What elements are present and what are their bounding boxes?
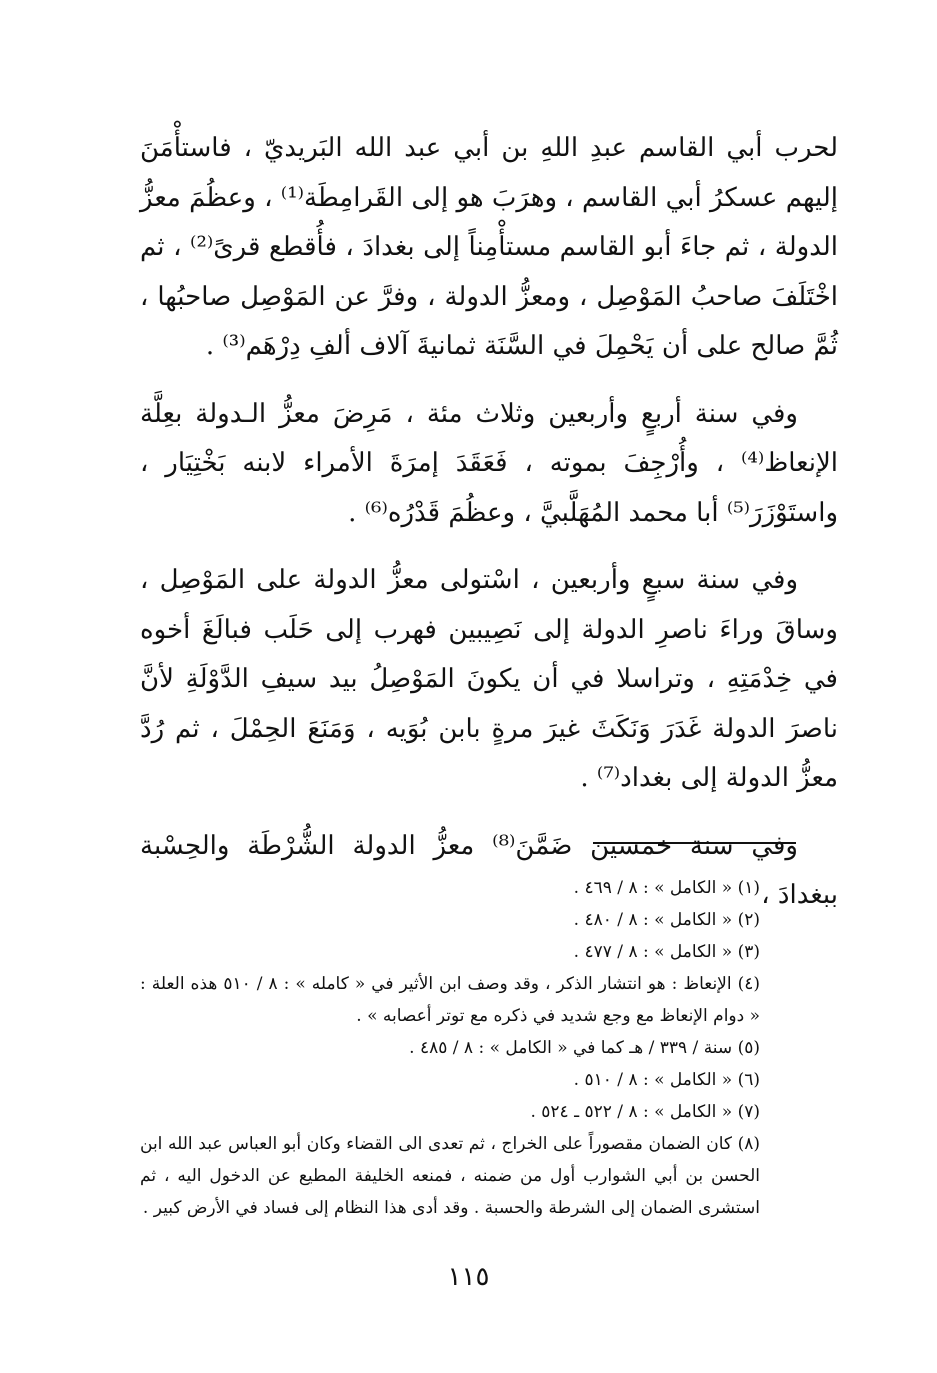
footnote: (١) « الكامل » : ٨ / ٤٦٩ . bbox=[573, 878, 760, 898]
footnote: (٤) الإنعاظ : هو انتشار الذكر ، وقد وصف ابن الأثير في « كامله » : ٨ / ٥١٠ هذه العلة : « دوام الإنعاظ مع وجع شديد في ذكره مع توتر أعصابه » . bbox=[140, 974, 760, 1026]
main-paragraph: وفي سنة أربعٍ وأربعين وثلاث مئة ، مَرِضَ معزُّ الـدولة بعِلَّة الإنعاظ⁽⁴⁾ ، وأُرْجِفَ بموته ، فَعَقَدَ إمرَةَ الأمراء لابنه بَخْتِيَار ، واستَوْزَرَ⁽⁵⁾ أبا محمد المُهَلَّبيَّ ، وعظُمَ قَدْرُه⁽⁶⁾ . bbox=[140, 398, 838, 528]
footnote: (٢) « الكامل » : ٨ / ٤٨٠ . bbox=[573, 910, 760, 930]
footnote: (٨) كان الضمان مقصوراً على الخراج ، ثم تعدى الى القضاء وكان أبو العباس عبد الله ابن الحسن بن أبي الشوارب أول من ضمنه ، فمنعه الخليفة المطيع عن الدخول اليه ، ثم استشرى الضمان إلى الشرطة والحسبة . وقد أدى هذا النظام إلى فساد في الأرض كبير . bbox=[140, 1134, 760, 1218]
page-number: ١١٥ bbox=[447, 1262, 490, 1292]
footnote: (٦) « الكامل » : ٨ / ٥١٠ . bbox=[573, 1070, 760, 1090]
main-paragraph: لحرب أبي القاسم عبدِ اللهِ بن أبي عبد الله البَريديّ ، فاستأْمَنَ إليهم عسكرُ أبي القاسم ، وهرَبَ هو إلى القَرامِطَة⁽¹⁾ ، وعظُمَ معزُّ الدولة ، ثم جاءَ أبو القاسم مستأْمِناً إلى بغدادَ ، فأُقطع قرىً⁽²⁾ ، ثم اخْتَلَفَ صاحبُ المَوْصِل ، ومعزُّ الدولة ، وفرَّ عن المَوْصِل صاحبُها ، ثُمَّ صالح على أن يَحْمِلَ في السَّنَة ثمانيةَ آلاف ألفِ دِرْهَم⁽³⁾ . bbox=[140, 133, 838, 361]
footnote-separator bbox=[593, 842, 796, 844]
footnote: (٥) سنة / ٣٣٩ / هـ كما في « الكامل » : ٨ / ٤٨٥ . bbox=[409, 1038, 760, 1058]
footnotes-section bbox=[140, 872, 800, 1224]
main-paragraph: وفي سنة خمسين ضَمَّنَ⁽⁸⁾ معزُّ الدولة الشُّرْطَة والحِسْبة ببغدادَ ، bbox=[140, 830, 838, 910]
footnote: (٣) « الكامل » : ٨ / ٤٧٧ . bbox=[573, 942, 760, 962]
footnote: (٧) « الكامل » : ٨ / ٥٢٢ ـ ٥٢٤ . bbox=[530, 1102, 760, 1122]
main-text-body bbox=[140, 124, 838, 921]
main-paragraph: وفي سنة سبعٍ وأربعين ، اسْتولى معزُّ الدولة على المَوْصِل ، وساقَ وراءَ ناصرِ الدولة إلى نَصِيبين فهرب إلى حَلَب فبالَغَ أخوه في خِدْمَتِهِ ، وتراسلا في أن يكونَ المَوْصِلُ بيد سيفِ الدَّوْلَةِ لأنَّ ناصرَ الدولة غَدَرَ وَنَكَثَ غيرَ مرةٍ بابن بُوَيه ، وَمَنَعَ الحِمْلَ ، ثم رُدَّ معزُّ الدولة إلى بغداد⁽⁷⁾ . bbox=[140, 565, 838, 793]
